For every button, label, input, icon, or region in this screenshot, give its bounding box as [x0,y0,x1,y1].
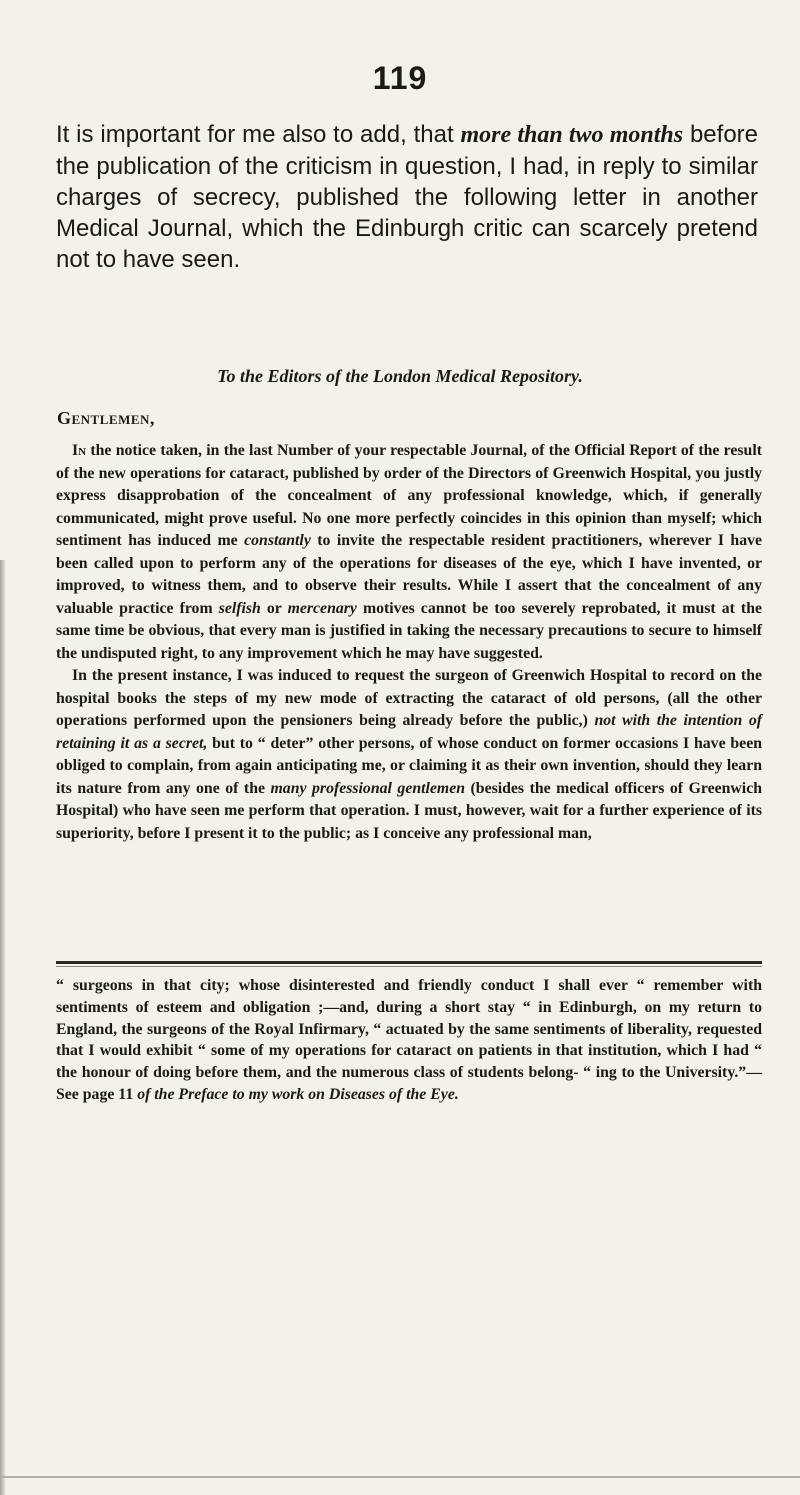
letter-body [56,440,762,845]
letter-address: To the Editors of the London Medical Repository. [217,366,583,386]
letter-emphasis: constantly [244,532,311,549]
footnote-emphasis: of the Preface to my work on Diseases of the Eye. [137,1085,459,1103]
intro-emphasis: more than two months [460,122,684,148]
letter-text: (besides the medical officers of Greenwich Hospital) who have seen me perform that operation. I must, however, wait for a further experience of its superiority, before I present it to the public; as I conceive any professional man, [56,779,762,842]
letter-emphasis: many professional gentlemen [270,779,465,797]
letter-salutation: Gentlemen, [57,408,155,428]
letter-text: In the present instance, I was induced to request the surgeon of Greenwich Hospital to record on the hospital books the steps of my new mode of extracting the cataract of old persons, (all the other operations performed upon the pensioners being already before the public,) [56,667,762,729]
letter-emphasis: selfish [218,599,261,617]
letter-text: motives cannot be too severely reprobated, it must at the same time be obvious, that every man is justified in taking the necessary precautions to secure to himself the undisputed right, to any improvement which he may have suggested. [56,599,762,662]
letter-paragraph-1 [56,440,762,665]
intro-text-2: before the publication of the criticism in question, I had, in reply to similar charges of secrecy, published the following letter in another Medical Journal, which the Edinburgh critic can scarcely pretend not to have seen. [56,121,759,273]
letter-paragraph-2 [56,665,762,845]
footnote [56,975,762,1106]
letter-text: or [260,599,288,617]
letter-text: the notice taken, in the last Number of your respectable Journal, of the Official Report of the result of the new operations for cataract, published by order of the Directors of Greenwich Hospital, you justly express disapprobation of the concealment of any professional knowledge, which, if generally communicated, might prove useful. No one more perfectly coincides in this opinion than myself; which sentiment has induced me [56,442,762,549]
letter-emphasis: mercenary [287,599,357,617]
page-number: 119 [372,60,428,96]
page-binding-edge [0,560,6,1495]
footnote-text: “ surgeons in that city; whose disinterested and friendly conduct I shall ever “ remember with sentiments of esteem and obligation ;—and, during a short stay “ in Edinburgh, on my return to England, the surgeons of the Royal Infirmary, “ actuated by the same sentiments of liberality, requested that I would exhibit “ some of my operations for cataract on patients in that institution, which I had “ the honour of doing before them, and the numerous class of students belong- “ ing to the University.”—See page 11 [56,977,762,1103]
letter-text: but to “ deter” other persons, of whose conduct on former occasions I have been obliged to complain, from again anticipating me, or claiming it as their own invention, should they learn its nature from any one of the [56,734,762,797]
drop-word: In [72,442,87,459]
intro-paragraph [56,119,758,275]
letter-text: to invite the respectable resident practitioners, wherever I have been called upon to perform any of the operations for diseases of the eye, which I have invented, or improved, to witness them, and to observe their results. While I assert that the concealment of any valuable practice from [56,532,763,617]
footnote-divider-thin [56,966,762,967]
letter-emphasis: not with the intention of retaining it as a secret, [56,712,762,752]
footnote-divider [56,961,762,964]
page-bottom-edge [0,1476,800,1478]
intro-text-1: It is important for me also to add, that [56,121,461,148]
